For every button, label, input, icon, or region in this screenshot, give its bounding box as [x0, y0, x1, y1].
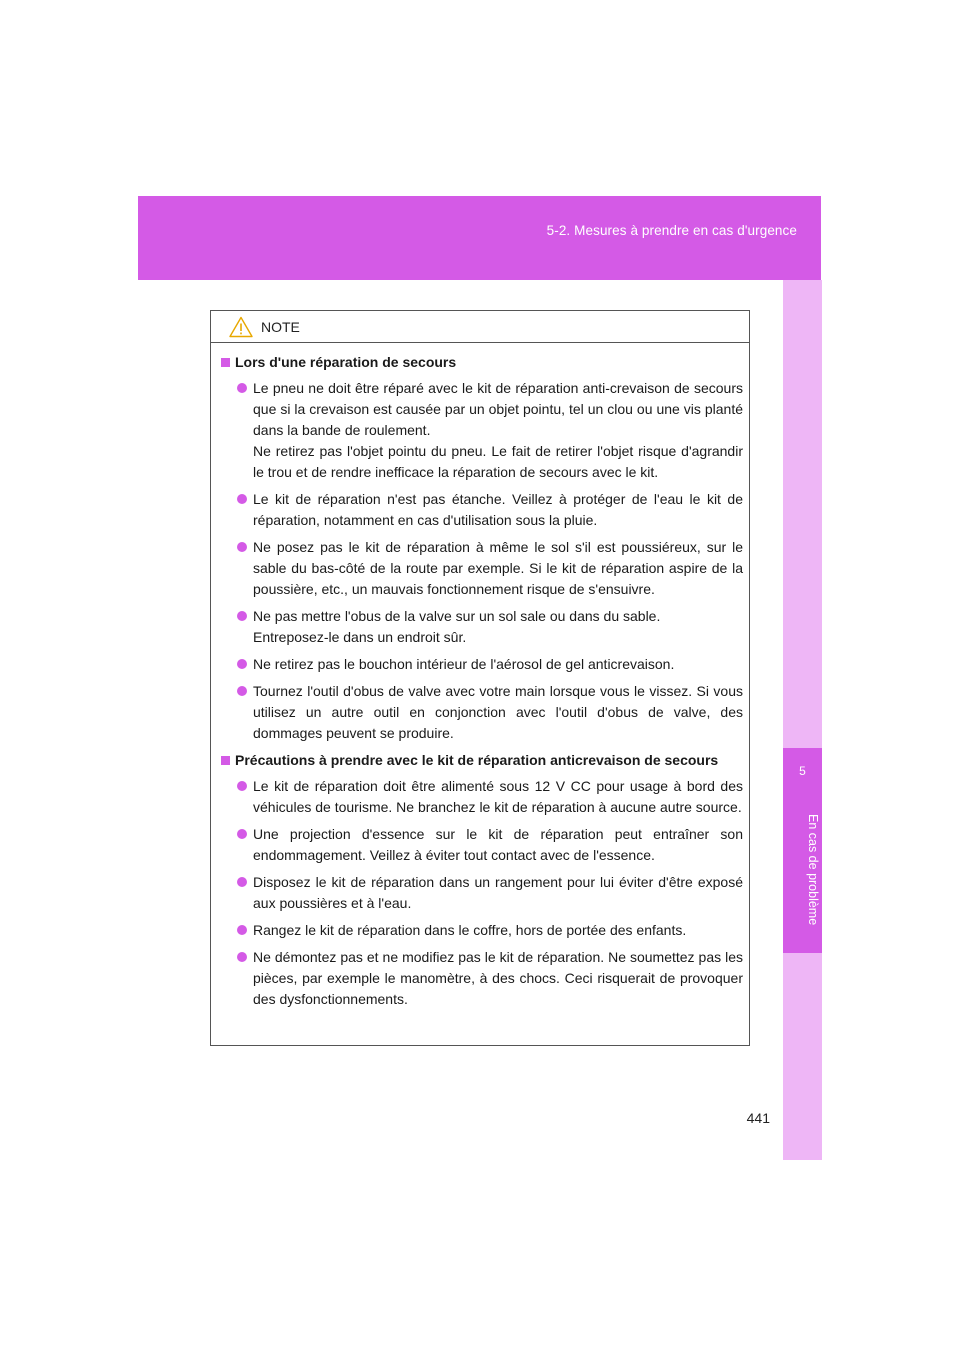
section-header: 5-2. Mesures à prendre en cas d'urgence: [546, 223, 797, 238]
list-item: Le kit de réparation n'est pas étanche. Veillez à protéger de l'eau le kit de réparation, notamment en cas d'utilisation sous la pluie.: [237, 489, 743, 531]
bullet-icon: [237, 611, 247, 621]
note-header: [211, 311, 749, 343]
chapter-title: En cas de problème: [806, 814, 820, 926]
bullet-icon: [237, 659, 247, 669]
list-item: Tournez l'outil d'obus de valve avec votre main lorsque vous le vissez. Si vous utilisez un autre outil en conjonction avec l'outil d'obus de valve, des dommages peuvent se produire.: [237, 681, 743, 744]
header-band: [138, 196, 821, 280]
list-item: Ne posez pas le kit de réparation à même le sol s'il est poussiéreux, sur le sable du bas-côté de la route par exemple. Si le kit de réparation aspire de la poussière, etc., un mauvais fonctionnement risque de s'ensuivre.: [237, 537, 743, 600]
list-item: Une projection d'essence sur le kit de réparation peut entraîner son endommagement. Veillez à éviter tout contact avec de l'essence.: [237, 824, 743, 866]
bullet-icon: [237, 781, 247, 791]
list-item: Ne pas mettre l'obus de la valve sur un sol sale ou dans du sable. Entreposez-le dans un endroit sûr.: [237, 606, 743, 648]
list-item: Disposez le kit de réparation dans un rangement pour lui éviter d'être exposé aux poussières et à l'eau.: [237, 872, 743, 914]
page-number: 441: [746, 1110, 770, 1126]
chapter-number: 5: [799, 764, 806, 778]
bullet-icon: [237, 829, 247, 839]
list-item: Rangez le kit de réparation dans le coffre, hors de portée des enfants.: [237, 920, 743, 941]
bullet-icon: [237, 383, 247, 393]
warning-triangle-icon: [229, 316, 253, 338]
square-bullet-icon: [221, 756, 230, 765]
note-box: [210, 310, 750, 1046]
bullet-icon: [237, 542, 247, 552]
list-item: Ne retirez pas le bouchon intérieur de l'aérosol de gel anticrevaison.: [237, 654, 743, 675]
list-item: Ne démontez pas et ne modifiez pas le kit de réparation. Ne soumettez pas les pièces, par exemple le manomètre, à des chocs. Ceci risquerait de provoquer des dysfonctionnements.: [237, 947, 743, 1010]
section-title: Précautions à prendre avec le kit de réparation anticrevaison de secours: [221, 750, 743, 771]
square-bullet-icon: [221, 358, 230, 367]
bullet-icon: [237, 925, 247, 935]
bullet-icon: [237, 494, 247, 504]
chapter-tab: [783, 748, 822, 953]
section-title: Lors d'une réparation de secours: [221, 352, 743, 373]
list-item: Le pneu ne doit être réparé avec le kit de réparation anti-crevaison de secours que si la crevaison est causée par un objet pointu, tel un clou ou une vis planté dans la bande de roulement. Ne retirez pas l'objet pointu du pneu. Le fait de retirer l'objet risque d'agrandir le trou et de rendre inefficace la réparation de secours avec le kit.: [237, 378, 743, 483]
list-item: Le kit de réparation doit être alimenté sous 12 V CC pour usage à bord des véhicules de tourisme. Ne branchez le kit de réparation à aucune autre source.: [237, 776, 743, 818]
note-body: [211, 343, 749, 1010]
note-title: NOTE: [261, 318, 300, 335]
bullet-icon: [237, 686, 247, 696]
side-tab: [783, 280, 822, 1160]
bullet-icon: [237, 952, 247, 962]
bullet-icon: [237, 877, 247, 887]
